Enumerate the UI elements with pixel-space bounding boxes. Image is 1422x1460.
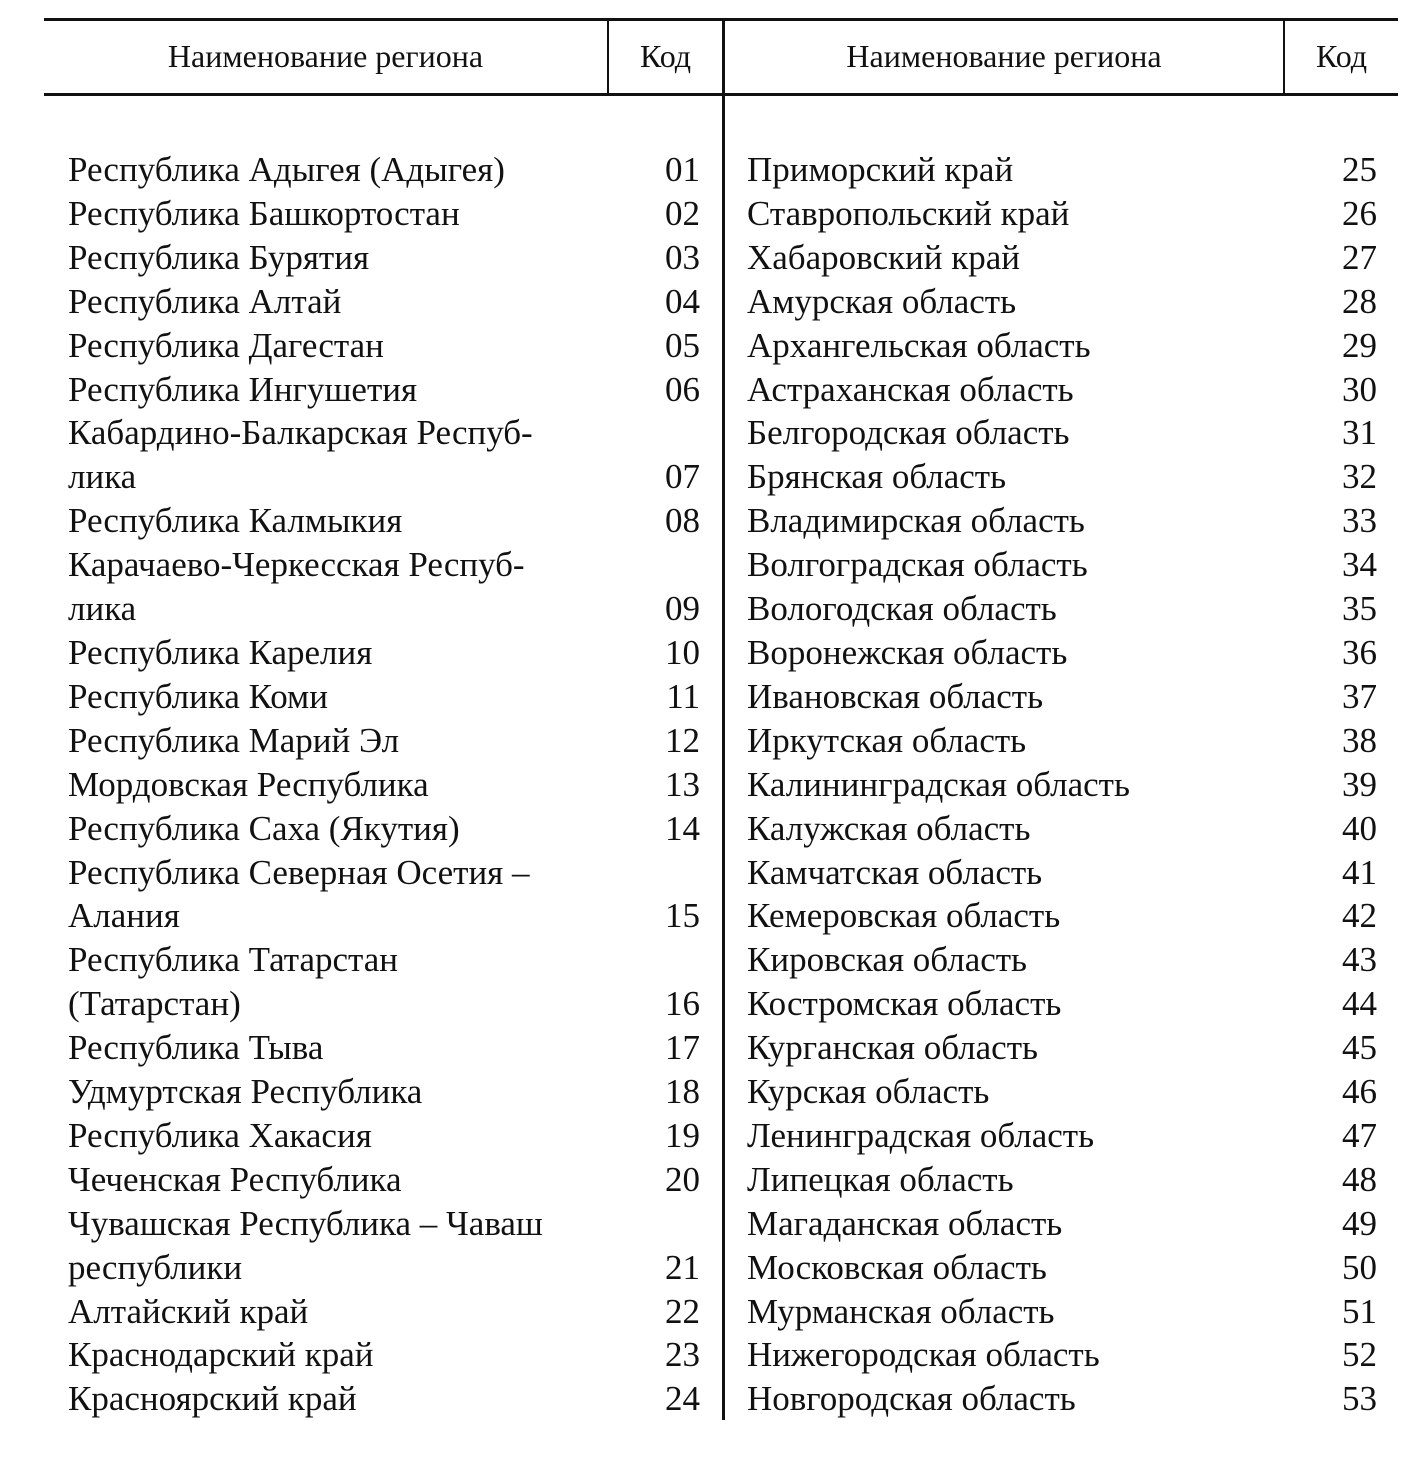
region-name: Кировская область (747, 940, 1028, 980)
region-name: Краснодарский край (68, 1335, 374, 1375)
region-code: 43 (1342, 940, 1377, 980)
table-row (747, 236, 1377, 280)
region-code: 28 (1342, 281, 1377, 321)
table-row (747, 324, 1377, 368)
table-row (68, 1202, 700, 1290)
region-name: Воронежская область (747, 632, 1068, 672)
region-name: Брянская область (747, 457, 1007, 497)
region-code: 04 (665, 281, 700, 321)
table-row (747, 148, 1377, 192)
region-name: Калужская область (747, 808, 1031, 848)
table-row (68, 148, 700, 192)
table-row (68, 851, 700, 939)
region-code: 44 (1342, 984, 1377, 1024)
table-row (747, 894, 1377, 938)
region-name: Республика Карелия (68, 632, 373, 672)
table-row (747, 1333, 1377, 1377)
table-row (68, 938, 700, 1026)
region-name: Чеченская Республика (68, 1159, 402, 1199)
table-row (68, 807, 700, 851)
region-name: Республика Марий Эл (68, 720, 400, 760)
region-code: 01 (665, 150, 700, 189)
header-right-region-name: Наименование региона (846, 38, 1162, 74)
region-name: Иркутская область (747, 720, 1027, 760)
region-code: 21 (665, 1247, 700, 1287)
region-name: Вологодская область (747, 589, 1057, 629)
region-code: 24 (665, 1379, 700, 1419)
region-name: Владимирская область (747, 501, 1085, 541)
table-row (747, 1246, 1377, 1290)
table-row (747, 280, 1377, 324)
table-row (68, 411, 700, 499)
table-row (747, 1158, 1377, 1202)
region-code: 12 (665, 720, 700, 760)
header-left-code: Код (639, 38, 692, 74)
region-name: Курская область (747, 1072, 990, 1112)
region-code: 10 (665, 632, 700, 672)
region-name: Хабаровский край (747, 237, 1020, 277)
region-name: Алтайский край (68, 1291, 309, 1331)
table-row (747, 1114, 1377, 1158)
region-name: Мордовская Республика (68, 764, 429, 804)
table-row (68, 1333, 700, 1377)
region-code: 09 (665, 589, 700, 629)
table-row (747, 411, 1377, 455)
region-name: Республика Адыгея (Адыгея) (68, 150, 505, 189)
table-row (747, 631, 1377, 675)
region-code: 37 (1342, 676, 1377, 716)
region-name: Кабардино-Балкарская Респуб- лика (68, 413, 533, 497)
region-code: 27 (1342, 237, 1377, 277)
region-name: Республика Алтай (68, 281, 342, 321)
region-code: 40 (1342, 808, 1377, 848)
region-name: Мурманская область (747, 1291, 1055, 1331)
region-name: Ленинградская область (747, 1115, 1095, 1155)
region-name: Красноярский край (68, 1379, 357, 1419)
region-name: Республика Коми (68, 676, 328, 716)
region-name: Республика Башкортостан (68, 193, 460, 233)
region-name: Калининградская область (747, 764, 1130, 804)
region-name: Республика Дагестан (68, 325, 384, 365)
table-row (68, 719, 700, 763)
table-row (68, 1158, 700, 1202)
table-row (68, 1070, 700, 1114)
table-row (747, 982, 1377, 1026)
region-code: 48 (1342, 1159, 1377, 1199)
table-row (68, 324, 700, 368)
region-code: 15 (665, 896, 700, 936)
center-column-divider (722, 18, 725, 1420)
region-name: Белгородская область (747, 413, 1070, 453)
region-code: 23 (665, 1335, 700, 1375)
region-name: Ставропольский край (747, 193, 1070, 233)
table-row (747, 1377, 1377, 1421)
region-name: Республика Северная Осетия – Алания (68, 852, 530, 936)
region-code: 47 (1342, 1115, 1377, 1155)
region-code: 22 (665, 1291, 700, 1331)
region-code: 52 (1342, 1335, 1377, 1375)
table-row (747, 1202, 1377, 1246)
region-name: Республика Тыва (68, 1028, 324, 1068)
region-name: Карачаево-Черкесская Респуб- лика (68, 545, 525, 629)
header-right-code: Код (1315, 38, 1368, 74)
table-row (68, 543, 700, 631)
region-name: Республика Саха (Якутия) (68, 808, 460, 848)
right-region-list (747, 148, 1377, 1421)
region-name: Волгоградская область (747, 545, 1088, 585)
table-row (747, 1070, 1377, 1114)
region-name: Чувашская Республика – Чаваш республики (68, 1203, 543, 1287)
region-code: 30 (1342, 369, 1377, 409)
table-row (68, 499, 700, 543)
region-name: Камчатская область (747, 852, 1043, 892)
header-left-region-name: Наименование региона (167, 38, 484, 74)
region-code: 17 (665, 1028, 700, 1068)
table-row (747, 938, 1377, 982)
region-name: Приморский край (747, 150, 1014, 189)
region-code: 13 (665, 764, 700, 804)
region-code: 08 (665, 501, 700, 541)
region-name: Ивановская область (747, 676, 1044, 716)
region-code: 26 (1342, 193, 1377, 233)
table-row (747, 851, 1377, 895)
region-name: Республика Калмыкия (68, 501, 403, 541)
table-row (68, 675, 700, 719)
region-code: 07 (665, 457, 700, 497)
table-row (747, 675, 1377, 719)
region-code: 18 (665, 1072, 700, 1112)
region-name: Республика Хакасия (68, 1115, 372, 1155)
table-row (68, 1026, 700, 1070)
region-name: Республика Бурятия (68, 237, 370, 277)
region-code: 45 (1342, 1028, 1377, 1068)
table-row (68, 631, 700, 675)
region-code: 02 (665, 193, 700, 233)
region-code: 25 (1342, 150, 1377, 189)
region-name: Республика Татарстан (Татарстан) (68, 940, 399, 1024)
region-name: Удмуртская Республика (68, 1072, 423, 1112)
region-code: 11 (666, 676, 700, 716)
region-code: 20 (665, 1159, 700, 1199)
region-name: Курганская область (747, 1028, 1038, 1068)
left-region-list (68, 148, 700, 1421)
region-name: Амурская область (747, 281, 1017, 321)
region-code: 34 (1342, 545, 1377, 585)
table-row (68, 1377, 700, 1421)
region-name: Магаданская область (747, 1203, 1063, 1243)
region-code: 16 (665, 984, 700, 1024)
region-code: 41 (1342, 852, 1377, 892)
table-row (747, 455, 1377, 499)
region-code: 33 (1342, 501, 1377, 541)
region-name: Липецкая область (747, 1159, 1014, 1199)
table-row (747, 719, 1377, 763)
region-code: 29 (1342, 325, 1377, 365)
table-row (68, 280, 700, 324)
region-code: 39 (1342, 764, 1377, 804)
region-code: 31 (1342, 413, 1377, 453)
region-code: 53 (1342, 1379, 1377, 1419)
region-name: Астраханская область (747, 369, 1074, 409)
table-row (68, 192, 700, 236)
region-code: 32 (1342, 457, 1377, 497)
region-name: Московская область (747, 1247, 1047, 1287)
table-row (747, 807, 1377, 851)
region-code: 06 (665, 369, 700, 409)
table-row (747, 587, 1377, 631)
table-row (747, 499, 1377, 543)
region-name: Архангельская область (747, 325, 1091, 365)
table-row (68, 763, 700, 807)
region-name: Нижегородская область (747, 1335, 1100, 1375)
region-code: 35 (1342, 589, 1377, 629)
region-code: 19 (665, 1115, 700, 1155)
table-row (747, 543, 1377, 587)
region-code: 38 (1342, 720, 1377, 760)
region-name: Кемеровская область (747, 896, 1061, 936)
table-row (747, 763, 1377, 807)
table-row (747, 368, 1377, 412)
region-code: 42 (1342, 896, 1377, 936)
table-row (68, 368, 700, 412)
table-row (68, 1290, 700, 1334)
region-code: 51 (1342, 1291, 1377, 1331)
region-code: 03 (665, 237, 700, 277)
region-code: 49 (1342, 1203, 1377, 1243)
region-code: 36 (1342, 632, 1377, 672)
region-code: 50 (1342, 1247, 1377, 1287)
region-code: 46 (1342, 1072, 1377, 1112)
table-row (747, 192, 1377, 236)
region-name: Республика Ингушетия (68, 369, 418, 409)
region-name: Новгородская область (747, 1379, 1076, 1419)
table-row (747, 1290, 1377, 1334)
table-row (68, 236, 700, 280)
region-code: 05 (665, 325, 700, 365)
table-row (68, 1114, 700, 1158)
region-code: 14 (665, 808, 700, 848)
region-name: Костромская область (747, 984, 1062, 1024)
table-row (747, 1026, 1377, 1070)
